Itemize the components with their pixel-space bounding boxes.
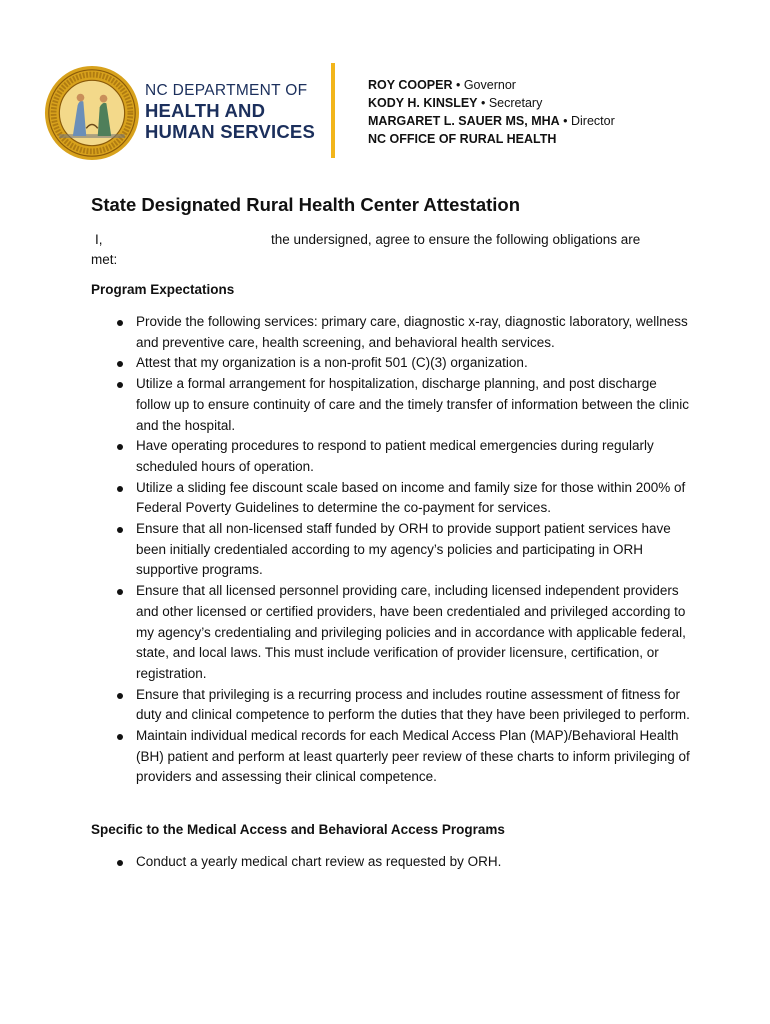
- department-logo: [145, 83, 315, 142]
- bullet-icon: [117, 693, 123, 699]
- official-title: • Governor: [452, 78, 516, 92]
- letterhead: [0, 0, 770, 170]
- list-item-text: Have operating procedures to respond to patient medical emergencies during regularly scheduled hours of operation.: [136, 438, 654, 474]
- header-divider: [331, 63, 335, 158]
- bullet-icon: [117, 734, 123, 740]
- official-secretary: [368, 94, 615, 112]
- nc-state-seal-icon: [44, 65, 140, 161]
- bullet-icon: [117, 860, 123, 866]
- list-item: [91, 519, 691, 581]
- official-title: • Director: [559, 114, 615, 128]
- official-title: • Secretary: [477, 96, 543, 110]
- intro-pronoun: I,: [95, 232, 103, 247]
- list-item: [91, 312, 691, 353]
- list-item-text: Attest that my organization is a non-profit 501 (C)(3) organization.: [136, 355, 528, 371]
- section-title-access-programs: Specific to the Medical Access and Behavioral Access Programs: [91, 822, 505, 837]
- office-name: [368, 130, 615, 148]
- department-line1: NC DEPARTMENT OF: [145, 82, 308, 99]
- bullet-icon: [117, 320, 123, 326]
- list-item-text: Ensure that all non-licensed staff funded by ORH to provide support patient services have been initially credentialed according to my agency’s policies and participating in ORH supportive programs.: [136, 521, 671, 578]
- list-item-text: Ensure that privileging is a recurring process and includes routine assessment of fitness for duty and clinical competence to perform the duties that they have been privileged to perform.: [136, 686, 690, 723]
- official-name: KODY H. KINSLEY: [368, 96, 478, 110]
- list-item-text: Ensure that all licensed personnel providing care, including licensed independent providers and other licensed or certified providers, have been credentialed and privileged according to my agency’s credentialing and privileging policies and in accordance with applicable federal, state, and local laws. This must include verification of provider licensure, certification, or registration.: [136, 583, 686, 681]
- list-item: [91, 726, 691, 788]
- official-name: ROY COOPER: [368, 78, 453, 92]
- bullet-icon: [117, 527, 123, 533]
- official-director: [368, 112, 615, 130]
- program-expectations-list: [91, 312, 691, 788]
- department-line2: HEALTH AND: [145, 99, 266, 121]
- list-item: [91, 685, 691, 726]
- list-item-text: Utilize a formal arrangement for hospitalization, discharge planning, and post discharge follow up to ensure continuity of care and the timely transfer of information between the clinic and the hospital.: [136, 376, 690, 433]
- list-item-text: Utilize a sliding fee discount scale based on income and family size for those within 200% of Federal Poverty Guidelines to determine the co-payment for services.: [136, 479, 686, 516]
- section-title-program-expectations: Program Expectations: [91, 282, 235, 297]
- access-programs-list: [91, 852, 691, 873]
- intro-continuation: met:: [91, 252, 118, 267]
- intro-statement: the undersigned, agree to ensure the following obligations are: [271, 232, 641, 247]
- list-item-text: Provide the following services: primary care, diagnostic x-ray, diagnostic laboratory, wellness and preventive care, health screening, and behavioral health services.: [136, 314, 688, 350]
- department-line3: HUMAN SERVICES: [145, 121, 316, 142]
- document-title: State Designated Rural Health Center Attestation: [91, 194, 521, 215]
- list-item: [91, 353, 691, 374]
- bullet-icon: [117, 444, 123, 450]
- bullet-icon: [117, 486, 123, 492]
- list-item: [91, 852, 691, 873]
- officials-list: [368, 76, 615, 148]
- bullet-icon: [117, 589, 123, 595]
- official-governor: [368, 76, 615, 94]
- official-name: MARGARET L. SAUER MS, MHA: [368, 114, 560, 128]
- list-item-text: Maintain individual medical records for each Medical Access Plan (MAP)/Behavioral Health (BH) patient and perform at least quarterly peer review of these charts to inform privileging of providers and assessing their clinical competence.: [136, 728, 690, 785]
- list-item-text: Conduct a yearly medical chart review as requested by ORH.: [136, 854, 502, 869]
- list-item: [91, 436, 691, 477]
- bullet-icon: [117, 361, 123, 367]
- list-item: [91, 374, 691, 436]
- list-item: [91, 478, 691, 519]
- list-item: [91, 581, 691, 685]
- bullet-icon: [117, 382, 123, 388]
- office-label: NC OFFICE OF RURAL HEALTH: [368, 132, 557, 146]
